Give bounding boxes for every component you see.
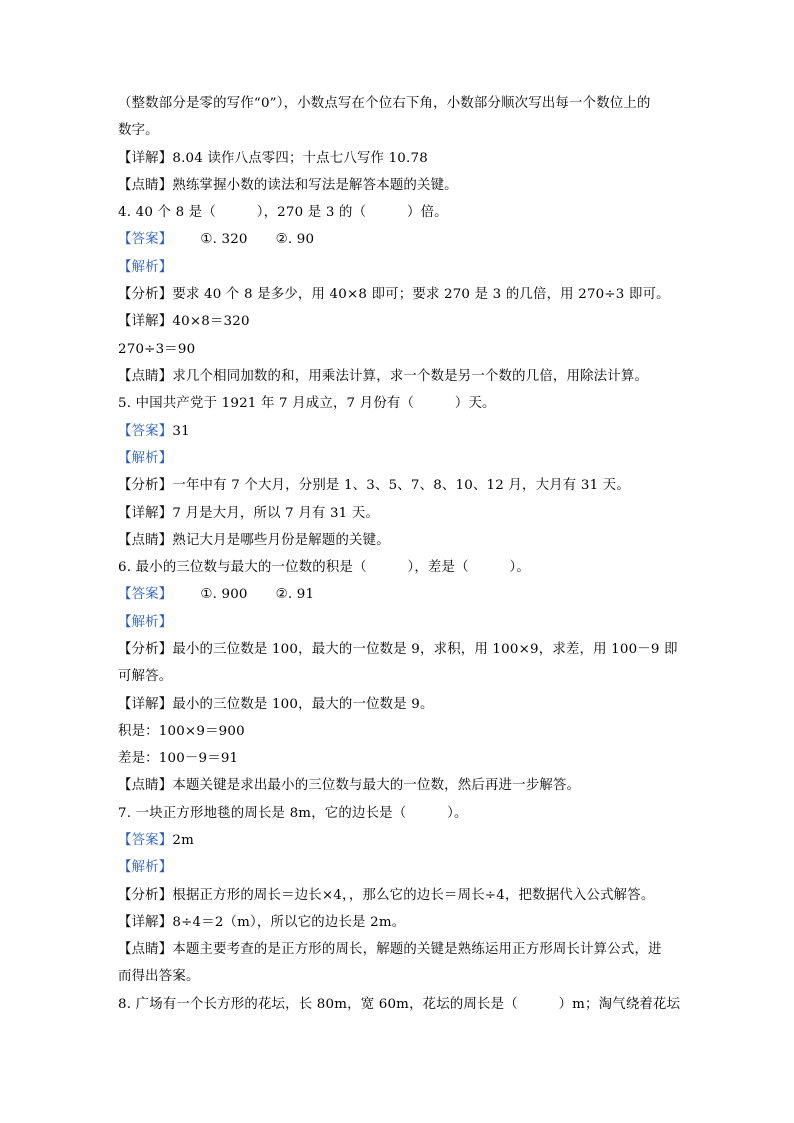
section-label: 【详解】 xyxy=(118,151,173,166)
question-5: 5. 中国共产党于 1921 年 7 月成立，7 月份有（ ）天。 xyxy=(118,396,496,411)
calc-line: 差是：100－9＝91 xyxy=(118,751,239,766)
key-point-line-cont: 而得出答案。 xyxy=(118,969,200,984)
section-label: 【点睛】 xyxy=(118,178,173,193)
paragraph-line: 数字。 xyxy=(118,123,159,138)
answer-label: 【答案】 xyxy=(118,424,173,439)
key-point-line: 【点睛】本题主要考查的是正方形的周长，解题的关键是熟练运用正方形周长计算公式，进 xyxy=(118,942,662,957)
section-label: 【分析】 xyxy=(118,287,173,302)
section-label: 【详解】 xyxy=(118,314,173,329)
detail-line: 【详解】8÷4＝2（m），所以它的边长是 2m。 xyxy=(118,915,406,930)
answer-label: 【答案】 xyxy=(118,232,173,247)
section-label: 【点睛】 xyxy=(118,369,173,384)
detail-line: 【详解】7 月是大月，所以 7 月有 31 天。 xyxy=(118,506,380,521)
section-label: 【分析】 xyxy=(118,642,173,657)
section-label: 【详解】 xyxy=(118,697,173,712)
key-point-line: 【点睛】熟记大月是哪些月份是解题的关键。 xyxy=(118,533,390,548)
question-8: 8. 广场有一个长方形的花坛，长 80m，宽 60m，花坛的周长是（ ）m；淘气绕着花坛 xyxy=(118,997,681,1012)
question-4: 4. 40 个 8 是（ ），270 是 3 的（ ）倍。 xyxy=(118,205,448,220)
question-6: 6. 最小的三位数与最大的一位数的积是（ ），差是（ ）。 xyxy=(118,560,530,575)
section-label: 【点睛】 xyxy=(118,533,173,548)
section-label: 【详解】 xyxy=(118,915,173,930)
paragraph-line: （整数部分是零的写作“0”），小数点写在个位右下角，小数部分顺次写出每一个数位上的 xyxy=(118,96,651,111)
calc-line: 积是：100×9＝900 xyxy=(118,724,245,739)
key-point-line: 【点睛】熟练掌握小数的读法和写法是解答本题的关键。 xyxy=(118,178,458,193)
analysis-line: 【分析】要求 40 个 8 是多少，用 40×8 即可；要求 270 是 3 的几倍，用 270÷3 即可。 xyxy=(118,287,670,302)
key-point-line: 【点睛】求几个相同加数的和，用乘法计算，求一个数是另一个数的几倍，用除法计算。 xyxy=(118,369,649,384)
analysis-label: 【解析】 xyxy=(118,615,173,630)
answer-line: 【答案】31 xyxy=(118,424,190,439)
analysis-label: 【解析】 xyxy=(118,260,173,275)
analysis-line: 【分析】最小的三位数是 100，最大的一位数是 9，求积，用 100×9，求差，用 100－9 即 xyxy=(118,642,678,657)
question-7: 7. 一块正方形地毯的周长是 8m，它的边长是（ ）。 xyxy=(118,806,468,821)
section-label: 【点睛】 xyxy=(118,942,173,957)
analysis-label: 【解析】 xyxy=(118,451,173,466)
answer-line: 【答案】2m xyxy=(118,833,194,848)
section-label: 【详解】 xyxy=(118,506,173,521)
answer-line: 【答案】 ①. 900 ②. 91 xyxy=(118,587,315,602)
answer-line: 【答案】 ①. 320 ②. 90 xyxy=(118,232,315,247)
detail-line: 【详解】40×8＝320 xyxy=(118,314,250,329)
section-label: 【分析】 xyxy=(118,478,173,493)
analysis-line: 【分析】根据正方形的周长＝边长×4，，那么它的边长＝周长÷4，把数据代入公式解答。 xyxy=(118,888,655,903)
section-label: 【分析】 xyxy=(118,888,173,903)
analysis-line-cont: 可解答。 xyxy=(118,669,173,684)
answer-label: 【答案】 xyxy=(118,833,173,848)
answer-label: 【答案】 xyxy=(118,587,173,602)
analysis-label: 【解析】 xyxy=(118,860,173,875)
detail-line: 【详解】最小的三位数是 100，最大的一位数是 9。 xyxy=(118,697,434,712)
section-label: 【点睛】 xyxy=(118,778,173,793)
key-point-line: 【点睛】本题关键是求出最小的三位数与最大的一位数，然后再进一步解答。 xyxy=(118,778,581,793)
analysis-line: 【分析】一年中有 7 个大月，分别是 1、3、5、7、8、10、12 月，大月有 31 天。 xyxy=(118,478,630,493)
detail-line: 【详解】8.04 读作八点零四；十点七八写作 10.78 xyxy=(118,151,428,166)
calc-line: 270÷3＝90 xyxy=(118,342,196,357)
